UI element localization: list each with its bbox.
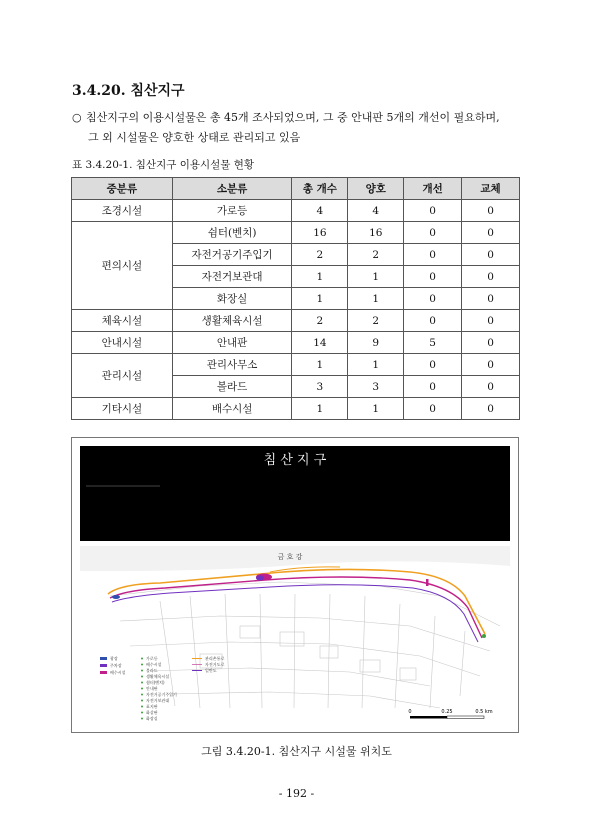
map-legend	[100, 655, 224, 721]
cell-good: 4	[348, 200, 404, 222]
legend-label: 일반도	[205, 668, 217, 673]
cell-major: 체육시설	[72, 310, 173, 332]
cell-improve: 0	[404, 376, 462, 398]
cell-good: 16	[348, 222, 404, 244]
cell-total: 1	[292, 354, 348, 376]
cell-minor: 생활체육시설	[172, 310, 292, 332]
cell-minor: 배수시설	[172, 398, 292, 420]
cell-improve: 0	[404, 288, 462, 310]
legend-label: 자전거보관대	[146, 698, 170, 703]
header-minor: 소분류	[172, 178, 292, 200]
scale-label: 0.5 km	[475, 709, 493, 715]
map-title: 침 산 지 구	[263, 453, 327, 468]
cell-major: 안내시설	[72, 332, 173, 354]
cell-minor: 안내판	[172, 332, 292, 354]
section-heading: 3.4.20. 침산지구	[72, 83, 185, 99]
legend-label: 표지판	[146, 704, 158, 709]
figure-caption: 그림 3.4.20-1. 침산지구 시설물 위치도	[201, 745, 392, 758]
facility-marker	[482, 634, 486, 638]
facility-marker	[426, 579, 429, 586]
table-row	[72, 354, 520, 376]
facility-location-map	[80, 446, 510, 724]
bullet-line-1: 침산지구의 이용시설물은 총 45개 조사되었으며, 그 중 안내판 5개의 개선이 필요하며,	[86, 111, 500, 124]
cell-major: 편의시설	[72, 222, 173, 310]
cell-minor: 자전거공기주입기	[172, 244, 292, 266]
legend-swatch	[100, 671, 107, 674]
cell-replace: 0	[462, 332, 520, 354]
cell-good: 2	[348, 244, 404, 266]
cell-replace: 0	[462, 376, 520, 398]
cell-replace: 0	[462, 222, 520, 244]
cell-improve: 0	[404, 222, 462, 244]
legend-label: 주차장	[110, 663, 122, 668]
cell-minor: 쉼터(벤치)	[172, 222, 292, 244]
cell-minor: 화장실	[172, 288, 292, 310]
street-grid	[110, 582, 500, 708]
cell-improve: 5	[404, 332, 462, 354]
cell-good: 3	[348, 376, 404, 398]
cell-total: 1	[292, 266, 348, 288]
bullet-symbol: ○	[72, 111, 82, 124]
legend-label: 자전거공기주입기	[146, 692, 177, 697]
cell-major: 기타시설	[72, 398, 173, 420]
river-label: 금 호 강	[277, 553, 303, 561]
legend-label: 배수시설	[110, 670, 126, 675]
legend-label: 생활체육시설	[146, 674, 170, 679]
cell-total: 1	[292, 398, 348, 420]
legend-label: 볼라드	[146, 668, 158, 673]
cell-replace: 0	[462, 244, 520, 266]
legend-swatch	[100, 657, 107, 660]
cell-total: 2	[292, 310, 348, 332]
scale-label: 0	[408, 709, 412, 715]
legend-swatch	[100, 664, 107, 667]
parking-marker	[256, 576, 264, 581]
page-number: - 192 -	[278, 787, 315, 800]
legend-label: 안내판	[146, 686, 158, 691]
cell-replace: 0	[462, 266, 520, 288]
table-row	[72, 332, 520, 354]
scale-bar	[408, 709, 492, 719]
header-replace: 교체	[462, 178, 520, 200]
header-improve: 개선	[404, 178, 462, 200]
cell-replace: 0	[462, 288, 520, 310]
cell-replace: 0	[462, 354, 520, 376]
cell-good: 1	[348, 354, 404, 376]
header-major: 중분류	[72, 178, 173, 200]
cell-good: 2	[348, 310, 404, 332]
cell-minor: 관리사무소	[172, 354, 292, 376]
table-row	[72, 222, 520, 244]
cell-improve: 0	[404, 398, 462, 420]
cell-replace: 0	[462, 310, 520, 332]
table-caption: 표 3.4.20-1. 침산지구 이용시설물 현황	[72, 159, 255, 171]
cell-good: 1	[348, 398, 404, 420]
drainage-marker	[112, 595, 120, 599]
path-magenta	[110, 577, 482, 638]
cell-total: 16	[292, 222, 348, 244]
facility-table	[71, 177, 520, 420]
cell-good: 1	[348, 266, 404, 288]
cell-total: 14	[292, 332, 348, 354]
cell-total: 1	[292, 288, 348, 310]
cell-improve: 0	[404, 354, 462, 376]
legend-label: 광장	[110, 656, 118, 661]
cell-minor: 자전거보관대	[172, 266, 292, 288]
legend-label: 쉼터(벤치)	[146, 680, 165, 685]
cell-good: 1	[348, 288, 404, 310]
table-row	[72, 398, 520, 420]
legend-label: 관리촌통로	[205, 656, 225, 661]
cell-minor: 가로등	[172, 200, 292, 222]
cell-improve: 0	[404, 310, 462, 332]
legend-label: 배수시설	[146, 662, 162, 667]
cell-good: 9	[348, 332, 404, 354]
bullet-line-2: 그 외 시설물은 양호한 상태로 관리되고 있음	[88, 131, 301, 144]
cell-total: 2	[292, 244, 348, 266]
header-total: 총 개수	[292, 178, 348, 200]
legend-label: 화장실	[146, 716, 158, 721]
cell-improve: 0	[404, 200, 462, 222]
cell-total: 4	[292, 200, 348, 222]
table-row	[72, 310, 520, 332]
cell-major: 조경시설	[72, 200, 173, 222]
cell-minor: 볼라드	[172, 376, 292, 398]
header-good: 양호	[348, 178, 404, 200]
cell-improve: 0	[404, 266, 462, 288]
scale-label: 0.25	[441, 709, 453, 715]
summary-bullet	[72, 108, 542, 148]
legend-label: 자전거도로	[205, 662, 225, 667]
cell-total: 3	[292, 376, 348, 398]
table-header-row	[72, 178, 520, 200]
legend-label: 화살판	[146, 710, 158, 715]
map-figure	[71, 437, 519, 733]
legend-point-markers	[141, 658, 143, 720]
cell-major: 관리시설	[72, 354, 173, 398]
cell-replace: 0	[462, 398, 520, 420]
cell-improve: 0	[404, 244, 462, 266]
table-row	[72, 200, 520, 222]
cell-replace: 0	[462, 200, 520, 222]
legend-label: 가로등	[146, 656, 158, 661]
